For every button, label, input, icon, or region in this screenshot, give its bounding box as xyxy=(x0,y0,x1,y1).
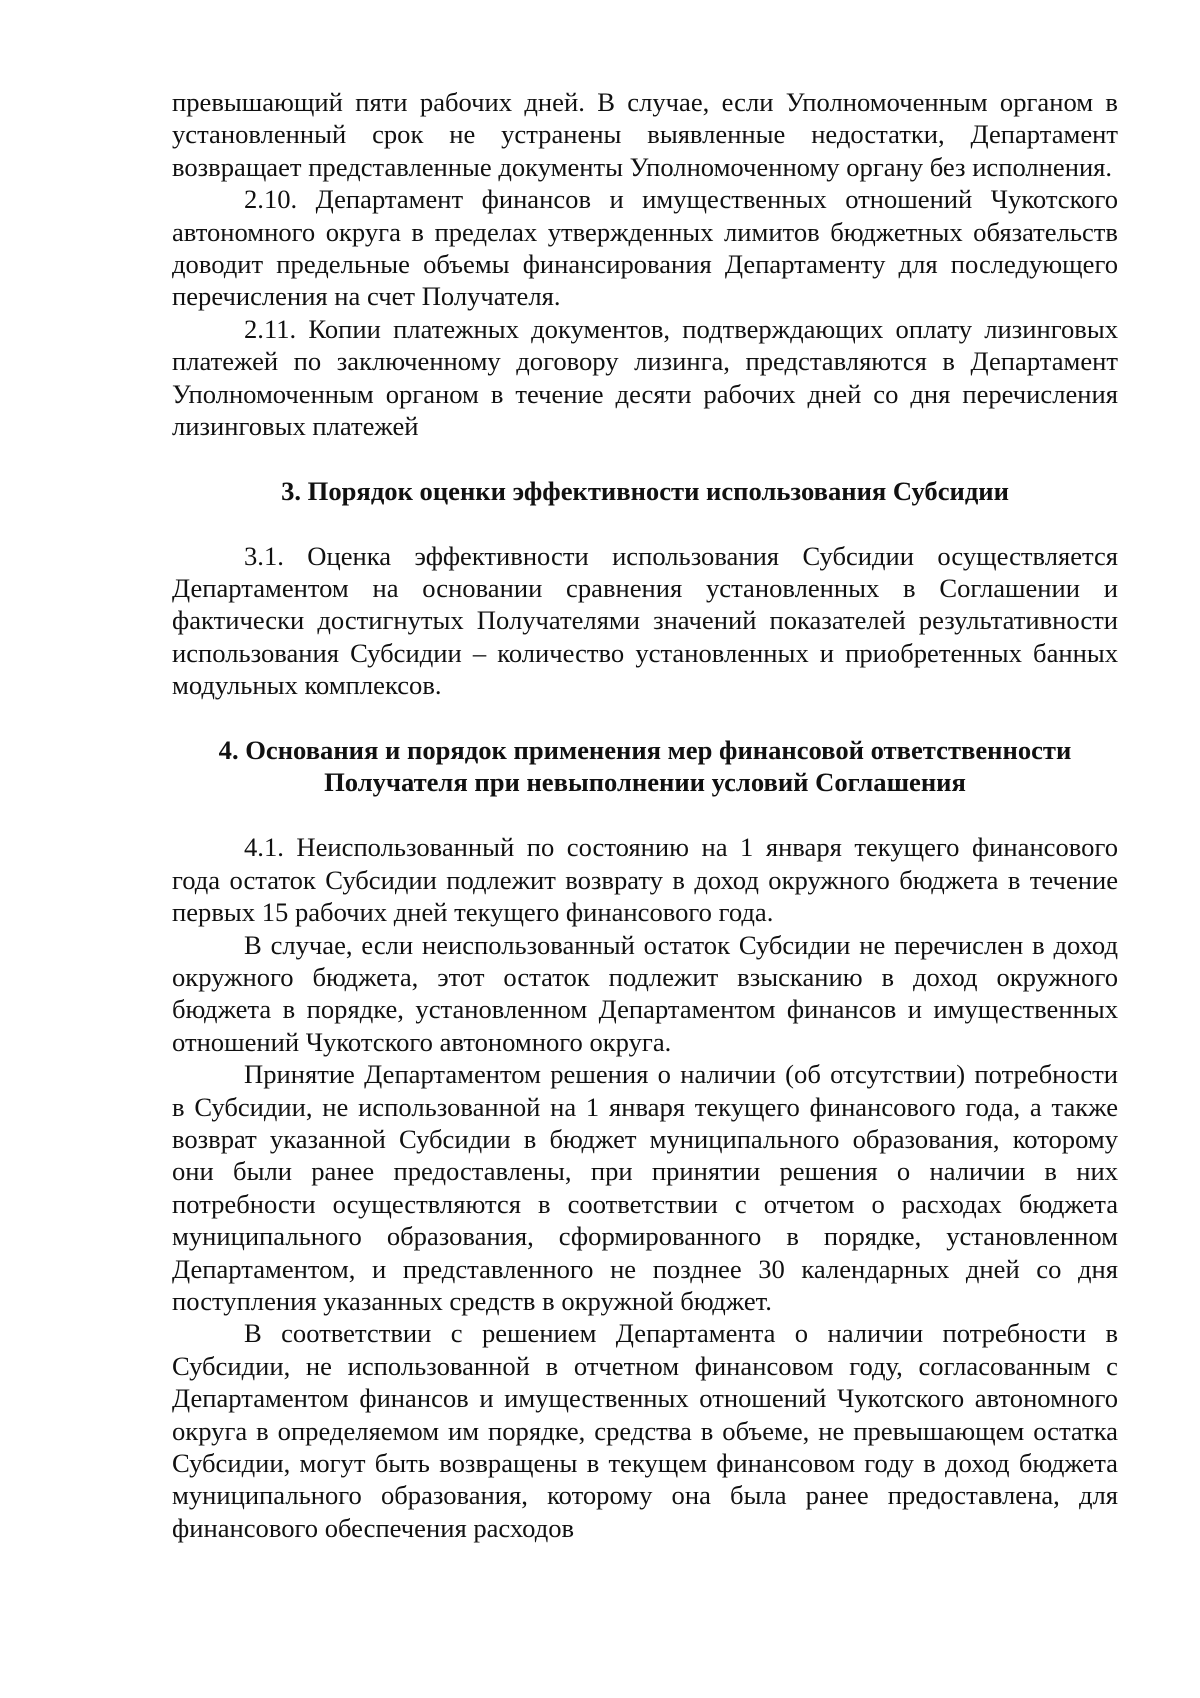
section-4-heading-line-2: Получателя при невыполнении условий Соглашения xyxy=(324,767,966,798)
paragraph-4-1-b: В случае, если неиспользованный остаток Субсидии не перечислен в доход окружного бюджета, этот остаток подлежит взысканию в доход окружного бюджета в порядке, установленном Департаментом финансов и имущественных отношений Чукотского автономного округа. xyxy=(172,929,1118,1057)
spacer xyxy=(172,702,1118,734)
spacer xyxy=(172,799,1118,831)
section-3-heading: 3. Порядок оценки эффективности использования Субсидии xyxy=(281,475,1009,506)
document-page xyxy=(172,86,1118,1544)
paragraph-4-1-d: В соответствии с решением Департамента о наличии потребности в Субсидии, не использованной в отчетном финансовом году, согласованным с Департаментом финансов и имущественных отношений Чукотского автономного округа в определяемом им порядке, средства в объеме, не превышающем остатка Субсидии, могут быть возвращены в текущем финансовом году в доход бюджета муниципального образования, которому она была ранее предоставлена, для финансового обеспечения расходов xyxy=(172,1318,1118,1543)
paragraph-2-10: 2.10. Департамент финансов и имущественных отношений Чукотского автономного округа в пределах утвержденных лимитов бюджетных обязательств доводит предельные объемы финансирования Департаменту для последующего перечисления на счет Получателя. xyxy=(172,184,1118,312)
paragraph-continued: превышающий пяти рабочих дней. В случае, если Уполномоченным органом в установленный срок не устранены выявленные недостатки, Департамент возвращает представленные документы Уполномоченному органу без исполнения. xyxy=(172,87,1118,182)
paragraph-4-1: 4.1. Неиспользованный по состоянию на 1 января текущего финансового года остаток Субсидии подлежит возврату в доход окружного бюджета в течение первых 15 рабочих дней текущего финансового года. xyxy=(172,832,1118,928)
paragraph-3-1: 3.1. Оценка эффективности использования Субсидии осуществляется Департаментом на основании сравнения установленных в Соглашении и фактически достигнутых Получателями значений показателей результативности использования Субсидии – количество установленных и приобретенных банных модульных комплексов. xyxy=(172,540,1118,701)
spacer xyxy=(172,442,1118,474)
spacer xyxy=(172,507,1118,539)
section-4-heading-line-1: 4. Основания и порядок применения мер финансовой ответственности xyxy=(218,735,1072,766)
paragraph-2-11: 2.11. Копии платежных документов, подтверждающих оплату лизинговых платежей по заключенному договору лизинга, представляются в Департамент Уполномоченным органом в течение десяти рабочих дней со дня перечисления лизинговых платежей xyxy=(172,313,1118,442)
paragraph-4-1-c: Принятие Департаментом решения о наличии (об отсутствии) потребности в Субсидии, не использованной на 1 января текущего финансового года, а также возврат указанной Субсидии в бюджет муниципального образования, которому они были ранее предоставлены, при принятии решения о наличии в них потребности осуществляются в соответствии с отчетом о расходах бюджета муниципального образования, сформированного в порядке, установленном Департаментом, и представленного не позднее 30 календарных дней со дня поступления указанных средств в окружной бюджет. xyxy=(172,1059,1118,1316)
